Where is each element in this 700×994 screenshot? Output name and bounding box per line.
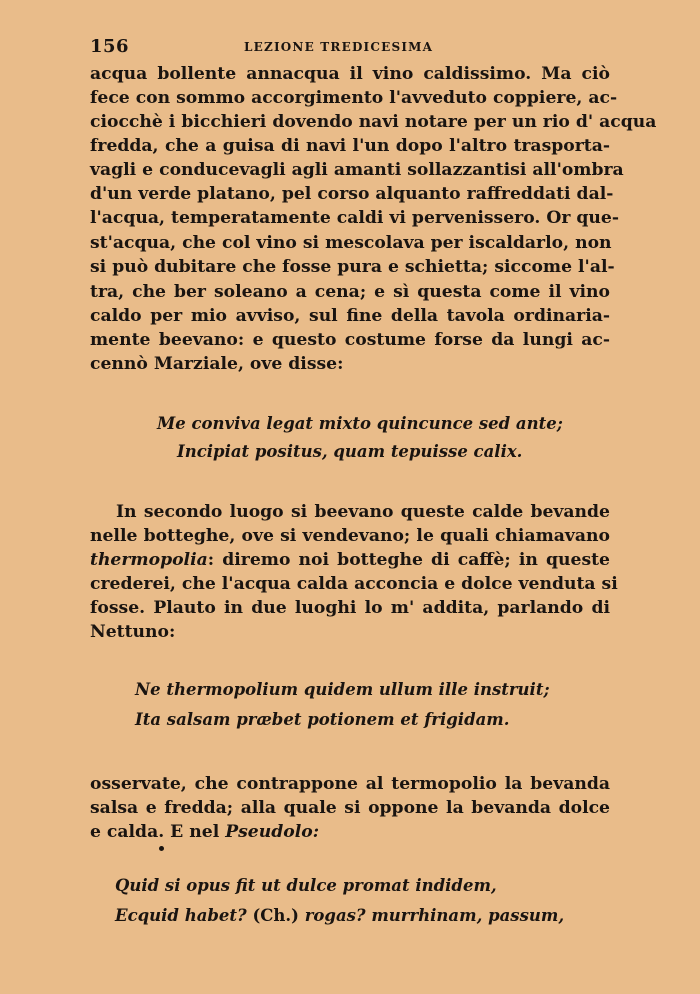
text-line: fredda, che a guisa di navi l'un dopo l'altro trasporta-: [90, 136, 610, 156]
page-number: 156: [90, 36, 130, 57]
text-line: fece con sommo accorgimento l'avveduto coppiere, ac-: [90, 88, 618, 108]
text-line: caldo per mio avviso, sul fine della tavola ordinaria-: [90, 306, 610, 326]
text-line: fosse. Plauto in due luoghi lo m' addita, parlando di: [90, 598, 610, 618]
verse-line: Ne thermopolium quidem ullum ille instruit;: [135, 680, 550, 699]
text-span: Ecquid habet?: [115, 906, 247, 925]
text-line: ciocchè i bicchieri dovendo navi notare per un rio d' acqua: [90, 112, 657, 132]
stray-ink-dot: [159, 846, 164, 851]
text-line: acqua bollente annacqua il vino caldissimo. Ma ciò: [90, 64, 610, 84]
verse-line: [115, 906, 564, 926]
italic-term: thermopolia: [90, 550, 208, 570]
text-line: st'acqua, che col vino si mescolava per iscaldarlo, non: [90, 233, 612, 253]
text-line: Nettuno:: [90, 622, 176, 642]
text-span: : diremo noi botteghe di caffè; in queste: [207, 550, 610, 570]
text-line: tra, che ber soleano a cena; e sì questa come il vino: [90, 282, 610, 302]
text-line: crederei, che l'acqua calda acconcia e dolce venduta si: [90, 574, 618, 594]
text-line: [90, 550, 610, 570]
text-line: l'acqua, temperatamente caldi vi pervenissero. Or que-: [90, 208, 619, 228]
text-line: si può dubitare che fosse pura e schietta; siccome l'al-: [90, 257, 615, 277]
text-line: cennò Marziale, ove disse:: [90, 354, 344, 374]
text-line: [90, 822, 610, 842]
page-header: [90, 36, 610, 58]
text-line: vagli e conducevagli agli amanti sollazzantisi all'ombra: [90, 160, 624, 180]
speaker-label: (Ch.): [246, 906, 305, 925]
text-span: rogas? murrhinam, passum,: [304, 906, 565, 925]
text-line: nelle botteghe, ove si vendevano; le quali chiamavano: [90, 526, 610, 546]
text-line: osservate, che contrappone al termopolio la bevanda: [90, 774, 610, 794]
verse-line: Me conviva legat mixto quincunce sed ante;: [157, 414, 563, 433]
verse-line: Ita salsam præbet potionem et frigidam.: [135, 710, 510, 729]
text-span: e calda. E nel: [90, 822, 226, 842]
verse-line: Quid si opus fit ut dulce promat indidem,: [115, 876, 497, 895]
text-line: d'un verde platano, pel corso alquanto raffreddati dal-: [90, 184, 614, 204]
italic-title: Pseudolo:: [225, 822, 320, 842]
verse-line: Incipiat positus, quam tepuisse calix.: [177, 442, 523, 461]
text-line: salsa e fredda; alla quale si oppone la bevanda dolce: [90, 798, 610, 818]
text-line: In secondo luogo si beevano queste calde bevande: [116, 502, 610, 522]
running-head: LEZIONE TREDICESIMA: [244, 40, 434, 54]
text-line: mente beevano: e questo costume forse da lungi ac-: [90, 330, 610, 350]
